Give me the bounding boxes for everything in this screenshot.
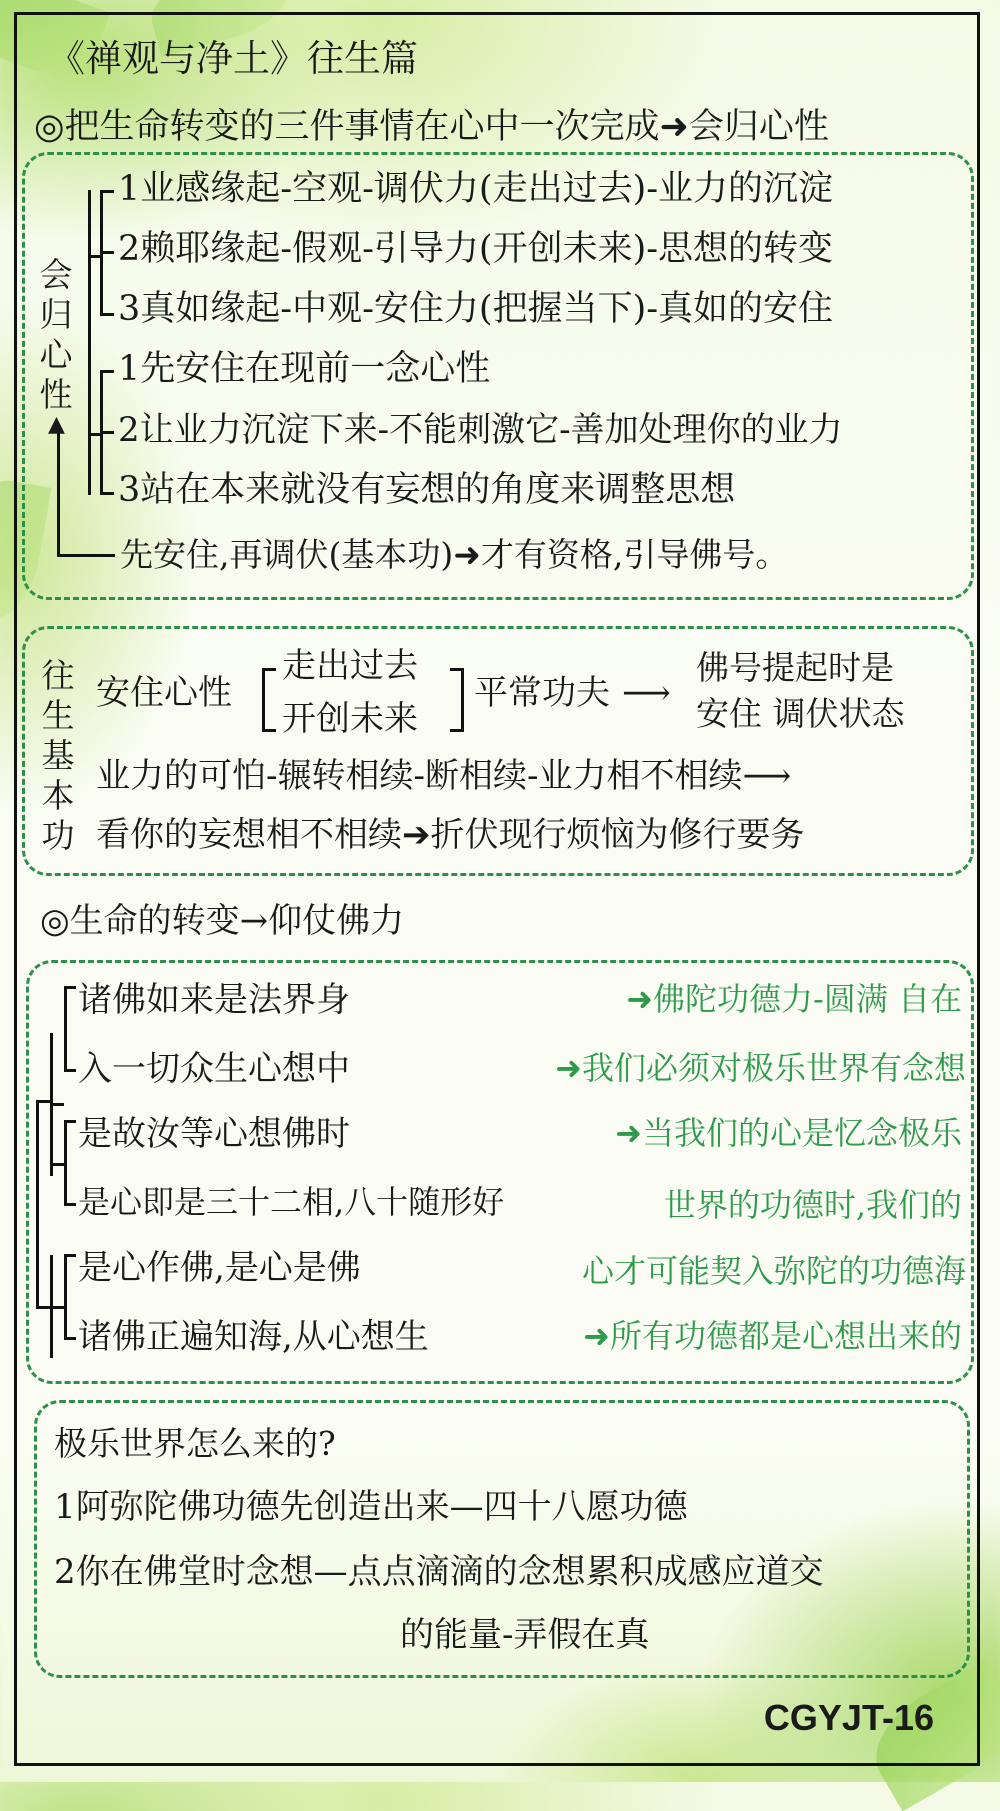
tree-line [57, 554, 115, 557]
summary-line: 先安住,再调伏(基本功)➜才有资格,引导佛号。 [120, 535, 789, 574]
bracket [262, 668, 276, 732]
answer-item: 2你在佛堂时念想—点点滴滴的念想累积成感应道交 [54, 1552, 824, 1592]
list-item: 1先安住在现前一念心性 [118, 349, 491, 389]
side-label-1: 会归心性 [39, 255, 73, 414]
list-item: 2赖耶缘起-假观-引导力(开创未来)-思想的转变 [118, 229, 834, 269]
list-item: 2让业力沉淀下来-不能刺激它-善加处理你的业力 [118, 410, 843, 450]
bracket [64, 986, 76, 1072]
tree-line [50, 1306, 64, 1309]
branch-item: 走出过去 [282, 646, 418, 686]
body-line: 看你的妄想相不相续➔折伏现行烦恼为修行要务 [96, 815, 805, 855]
sutra-line: 是故汝等心想佛时 [78, 1114, 350, 1154]
subtitle-suffix: 会归心性 [688, 107, 829, 147]
arrow-icon: ➜ [659, 107, 689, 147]
list-item: 1业感缘起-空观-调伏力(走出过去)-业力的沉淀 [118, 169, 834, 209]
commentary-line: ➜佛陀功德力-圆满 自在 [626, 980, 962, 1018]
tree-line [36, 1100, 39, 1308]
question: 极乐世界怎么来的? [54, 1424, 336, 1463]
bracket [450, 668, 464, 732]
bracket [64, 1120, 76, 1206]
bracket [64, 1254, 76, 1340]
tree-line [50, 1163, 64, 1166]
up-arrow-icon: ▲ [48, 412, 65, 437]
sutra-line: 入一切众生心想中 [78, 1049, 350, 1089]
result-line: 佛号提起时是 [696, 648, 894, 687]
sutra-line: 诸佛如来是法界身 [78, 980, 350, 1020]
commentary-line: 世界的功德时,我们的 [663, 1186, 962, 1224]
body-line: 业力的可怕-辗转相续-断相续-业力相不相续⟶ [96, 756, 792, 796]
left-term: 安住心性 [96, 673, 232, 713]
tree-line [57, 425, 60, 556]
bracket-tick [100, 431, 114, 434]
bracket-tick [100, 251, 114, 254]
tree-line [88, 255, 100, 258]
list-item: 3站在本来就没有妄想的角度来调整思想 [118, 470, 736, 510]
tree-line [50, 1103, 64, 1106]
answer-item-continuation: 的能量-弄假在真 [400, 1615, 650, 1655]
page-subtitle [34, 107, 829, 147]
answer-item: 1阿弥陀佛功德先创造出来—四十八愿功德 [54, 1487, 688, 1527]
tree-line [36, 1100, 50, 1103]
commentary-line: ➜我们必须对极乐世界有念想 [555, 1049, 966, 1087]
sutra-line: 是心即是三十二相,八十随形好 [78, 1183, 505, 1221]
tree-line [88, 190, 91, 495]
commentary-line: ➜所有功德都是心想出来的 [583, 1317, 962, 1355]
sutra-line: 是心作佛,是心是佛 [78, 1248, 361, 1288]
result-line: 安住 调伏状态 [696, 694, 905, 733]
section-heading: ◎生命的转变→仰仗佛力 [40, 901, 405, 941]
commentary-line: ➜当我们的心是忆念极乐 [615, 1114, 962, 1152]
subtitle-prefix: ◎把生命转变的三件事情在心中一次完成 [34, 107, 660, 147]
branch-item: 开创未来 [282, 699, 418, 739]
long-arrow-icon: ⟶ [622, 673, 671, 713]
side-label-2: 往生基本功 [41, 656, 75, 855]
list-item: 3真如缘起-中观-安住力(把握当下)-真如的安住 [118, 289, 834, 329]
commentary-line: 心才可能契入弥陀的功德海 [581, 1252, 966, 1290]
tree-line [88, 433, 100, 436]
page-code: CGYJT-16 [763, 1697, 934, 1738]
middle-term: 平常功夫 [474, 673, 610, 713]
sutra-line: 诸佛正遍知海,从心想生 [78, 1317, 429, 1357]
tree-line [36, 1306, 50, 1309]
page-title: 《禅观与净土》往生篇 [48, 37, 418, 80]
